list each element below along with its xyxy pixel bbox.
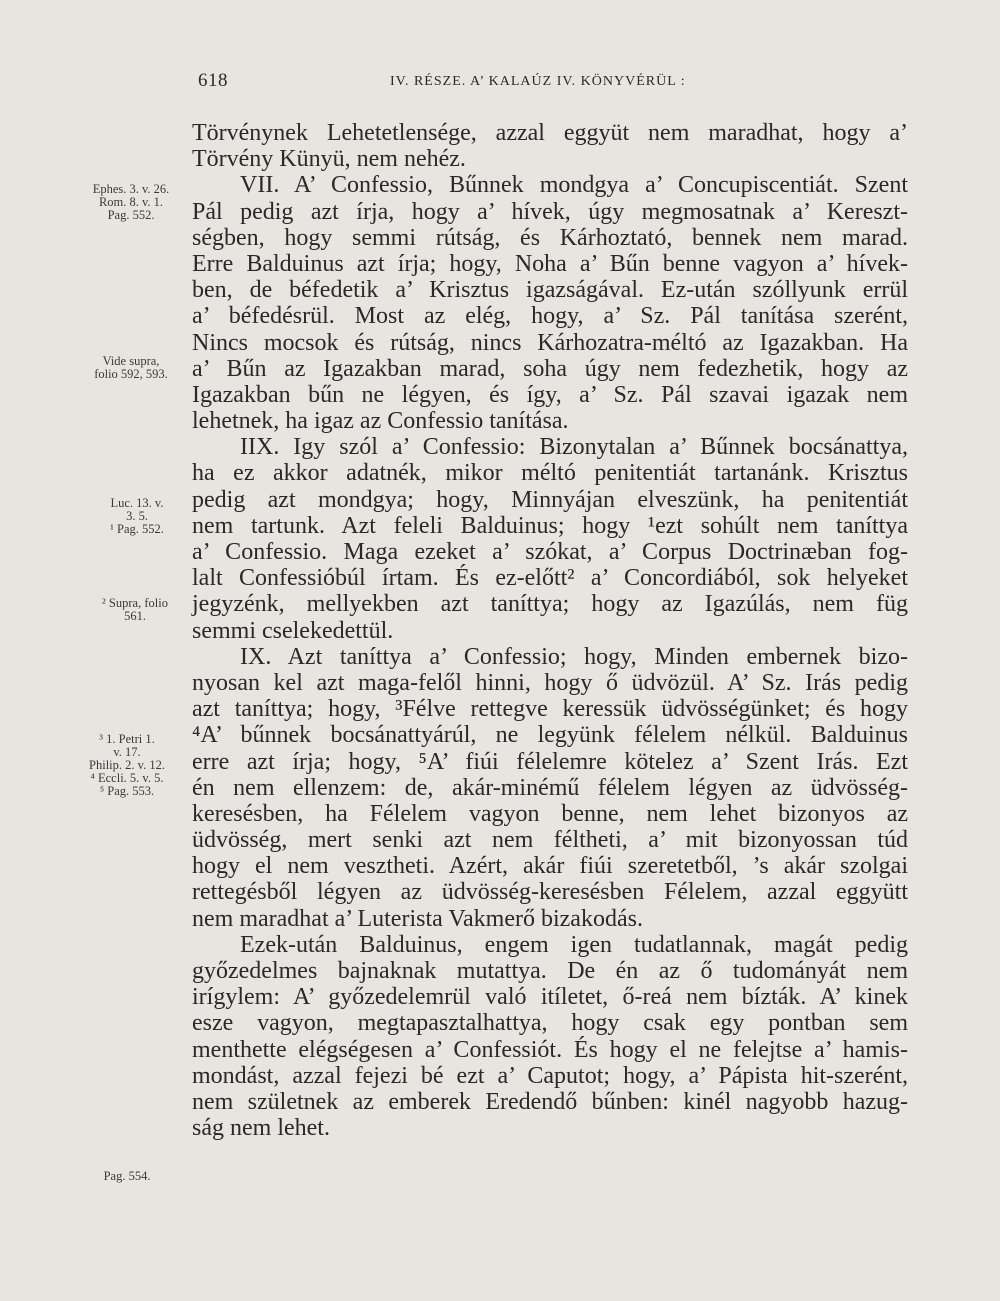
text-line: Törvény Künyü, nem nehéz.	[192, 146, 466, 173]
text-line: menthette elégségesen a’ Confessiót. És hogy el ne felejtse a’ hamis-	[192, 1036, 908, 1063]
margin-note-line: ¹ Pag. 552.	[110, 522, 164, 536]
text-line: nem tartunk. Azt feleli Balduinus; hogy ¹ezt sohúlt nem taníttya	[192, 512, 908, 539]
margin-note-line: Luc. 13. v.	[110, 496, 164, 510]
margin-note-line: Ephes. 3. v. 26.	[92, 182, 170, 196]
text-line: lehetnek, ha igaz az Confessio tanítása.	[192, 408, 569, 435]
text-line: a’ Confessio. Maga ezeket a’ szókat, a’ Corpus Doctrinæban fog-	[192, 539, 908, 565]
margin-note-line: v. 17.	[113, 745, 141, 759]
text-line: Erre Balduinus azt írja; hogy, Noha a’ Bűn benne vagyon a’ hívek-	[192, 250, 908, 277]
margin-note-line: 3. 5.	[126, 509, 148, 523]
text-line: nem maradhat a’ Luterista Vakmerő bizakodás.	[192, 905, 643, 932]
text-line: a’ Bűn az Igazakban marad, soha úgy nem fedezhetik, hogy az	[192, 355, 908, 382]
text-line: pedig azt mondgya; hogy, Minnyájan elveszünk, ha penitentiát	[192, 486, 908, 513]
margin-note-line: Pag. 554.	[103, 1169, 151, 1183]
text-line: semmi cselekedettül.	[192, 617, 394, 644]
margin-note-line: folio 592, 593.	[94, 367, 168, 381]
text-line: üdvösség, mert senki azt nem féltheti, a’ mit bizonyossan túd	[192, 827, 908, 854]
text-line: Pál pedig azt írja, hogy a’ hívek, úgy megmosatnak a’ Kereszt-	[192, 198, 908, 225]
text-line: győzedelmes bajnaknak mutattya. De én az ő tudományát nem	[192, 958, 908, 984]
text-line: nyosan kel azt maga-felől hinni, hogy ő üdvözül. A’ Sz. Irás pedig	[192, 669, 908, 696]
margin-note-line: Vide supra,	[102, 354, 160, 368]
text-line: erre azt írja; hogy, ⁵A’ fiúi félelemre kötelez a’ Szent Irás. Ezt	[192, 748, 908, 775]
running-head: IV. RÉSZE. A’ KALAÚZ IV. KÖNYVÉRÜL :	[390, 74, 686, 89]
text-line: esze vagyon, megtapasztalhattya, hogy csak egy pontban sem	[192, 1010, 908, 1037]
text-line: lalt Confessióbúl írtam. És ez-előtt² a’ Concordiából, sok helyeket	[192, 565, 908, 592]
text-line: VII. A’ Confessio, Bűnnek mondgya a’ Concupiscentiát. Szent	[240, 172, 908, 199]
text-line: Nincs mocsok és rútság, nincs Kárhozatra-méltó az Igazakban. Ha	[192, 329, 908, 356]
margin-note-supra-folio	[80, 597, 190, 623]
margin-note-petri	[72, 733, 182, 798]
margin-note-vide-supra	[76, 355, 186, 381]
margin-note-line: ³ 1. Petri 1.	[99, 732, 155, 746]
text-line: rettegésből légyen az üdvösség-keresésben Félelem, azzal eggyütt	[192, 879, 908, 906]
text-line: a’ béfedésrül. Most az elég, hogy, a’ Sz. Pál tanítása szerént,	[192, 303, 908, 330]
text-line: ság nem lehet.	[192, 1115, 330, 1142]
margin-note-line: Rom. 8. v. 1.	[98, 195, 164, 209]
text-line: ha ez akkor adatnék, mikor méltó penitentiát tartanánk. Krisztus	[192, 460, 908, 487]
margin-note-line: Pag. 552.	[107, 208, 155, 222]
text-line: keresésben, ha Félelem vagyon benne, nem lehet bizonyos az	[192, 800, 908, 827]
margin-note-line: ² Supra, folio	[102, 596, 168, 610]
text-line: IIX. Igy szól a’ Confessio: Bizonytalan a’ Bűnnek bocsánattya,	[240, 434, 908, 461]
text-line: irígylem: A’ győzedelemrül való itíletet, ő-reá nem bízták. A’ kinek	[192, 984, 908, 1011]
margin-note-pag-554	[72, 1170, 182, 1183]
body-text	[192, 120, 908, 1141]
page-header	[0, 66, 1000, 96]
margin-note-luc	[82, 497, 192, 536]
text-line: IX. Azt taníttya a’ Confessio; hogy, Minden embernek bizo-	[240, 643, 908, 670]
margin-note-line: ⁵ Pag. 553.	[99, 784, 155, 798]
text-line: ⁴A’ bűnnek bocsánattyárúl, ne legyünk félelem nélkül. Balduinus	[192, 722, 908, 749]
text-line: én nem ellenzem: de, akár-minémű félelem légyen az üdvösség-	[192, 774, 908, 801]
text-line: Törvénynek Lehetetlensége, azzal eggyüt nem maradhat, hogy a’	[192, 120, 908, 146]
text-line: nem születnek az emberek Eredendő bűnben: kinél nagyobb hazug-	[192, 1088, 908, 1115]
margin-note-line: 561.	[124, 609, 146, 623]
text-line: jegyzénk, mellyekben azt taníttya; hogy az Igazúlás, nem füg	[192, 591, 908, 618]
page-number: 618	[198, 70, 228, 91]
text-line: ségben, hogy semmi rútság, és Kárhoztató, bennek nem marad.	[192, 224, 908, 251]
margin-note-line: ⁴ Eccli. 5. v. 5.	[90, 771, 164, 785]
text-line: hogy el nem vesztheti. Azért, akár fiúi szeretetből, ’s akár szolgai	[192, 853, 908, 880]
text-line: Ezek-után Balduinus, engem igen tudatlannak, magát pedig	[240, 931, 908, 958]
text-line: ben, de béfedetik a’ Krisztus igazságával. Ez-után szóllyunk errül	[192, 277, 908, 304]
text-line: Igazakban bűn ne légyen, és így, a’ Sz. Pál szavai igazak nem	[192, 381, 908, 408]
margin-note-line: Philip. 2. v. 12.	[89, 758, 165, 772]
margin-note-ephes	[76, 183, 186, 222]
text-line: azt taníttya; hogy, ³Félve rettegve keressük üdvösségünket; és hogy	[192, 696, 908, 723]
text-line: mondást, azzal fejezi bé ezt a’ Caputot; hogy, a’ Pápista hit-szerént,	[192, 1062, 908, 1089]
